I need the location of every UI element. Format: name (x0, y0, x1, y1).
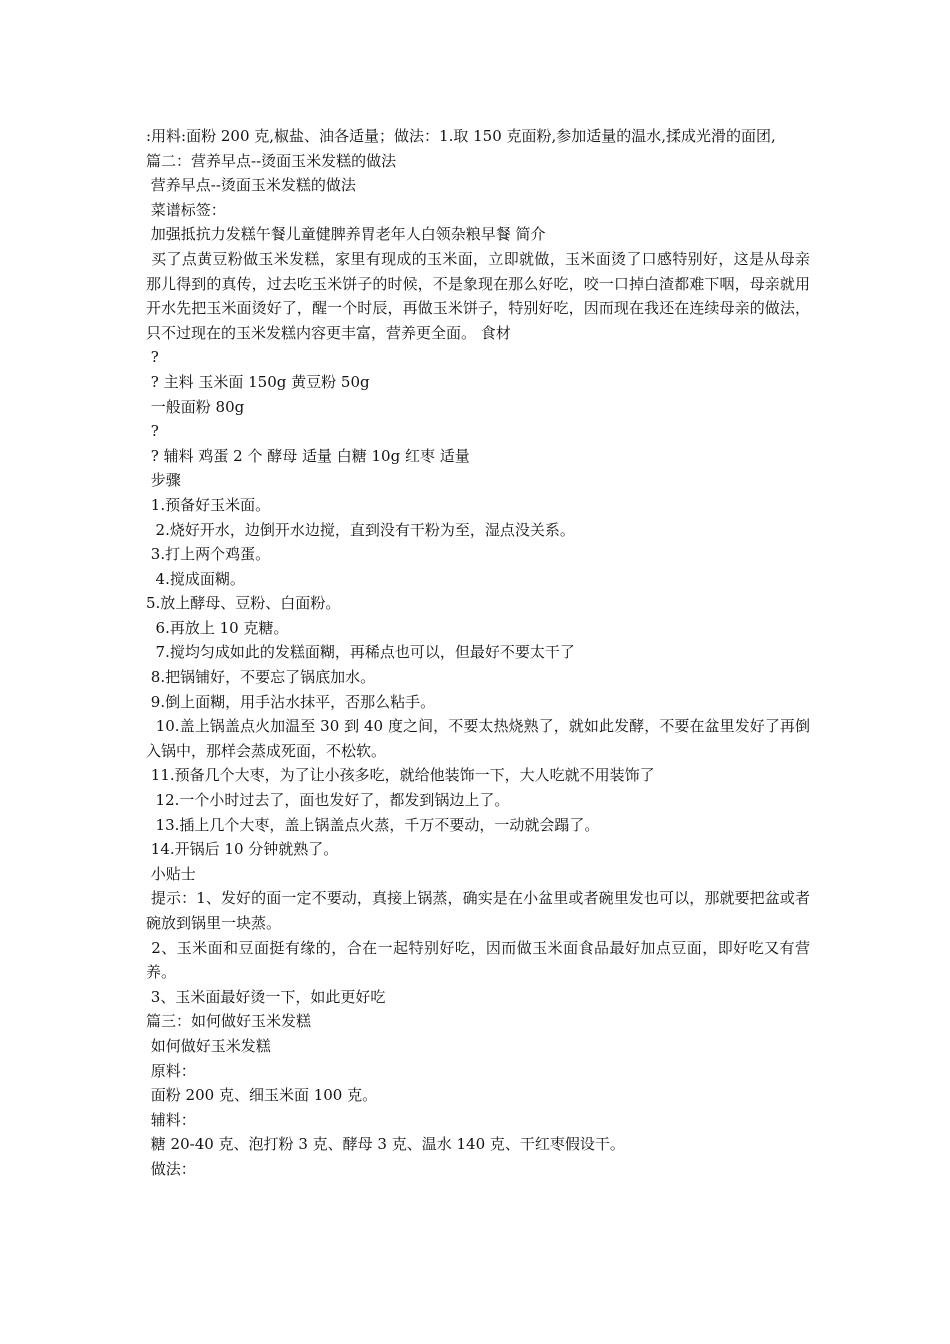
section-heading: 篇二：营养早点--烫面玉米发糕的做法 (146, 151, 397, 170)
step-item: 3.打上两个鸡蛋。 (146, 545, 271, 564)
step-item: 1.预备好玉米面。 (146, 495, 271, 514)
document-page (146, 124, 810, 1182)
step-item: 4.搅成面糊。 (146, 569, 245, 588)
text-line: 原料： (146, 1061, 196, 1080)
text-line: ? (146, 348, 159, 367)
step-item: 12.一个小时过去了，面也发好了，都发到锅边上了。 (146, 791, 510, 810)
tip-item: 2、玉米面和豆面挺有缘的，合在一起特别好吃，因而做玉米面食品最好加点豆面，即好吃又有营养。 (146, 938, 810, 982)
section-heading: 篇三：如何做好玉米发糕 (146, 1012, 312, 1031)
text-line: 小贴士 (146, 864, 196, 883)
step-item: 2.烧好开水，边倒开水边搅，直到没有干粉为至，湿点没关系。 (146, 520, 575, 539)
recipe-title: 营养早点--烫面玉米发糕的做法 (146, 176, 356, 195)
step-item: 10.盖上锅盖点火加温至 30 到 40 度之间，不要太热烧熟了，就如此发酵，不要在盆里发好了再倒入锅中，那样会蒸成死面，不松软。 (146, 717, 810, 760)
text-line: ? 辅料 鸡蛋 2 个 酵母 适量 白糖 10g 红枣 适量 (146, 446, 470, 465)
text-line: :用料:面粉 200 克,椒盐、油各适量；做法：1.取 150 克面粉,参加适量的温水,揉成光滑的面团, (146, 127, 776, 145)
recipe-title: 如何做好玉米发糕 (146, 1036, 271, 1055)
step-item: 14.开锅后 10 分钟就熟了。 (146, 840, 339, 859)
text-line: 步骤 (146, 471, 181, 490)
text-line: ? 主料 玉米面 150g 黄豆粉 50g (146, 372, 370, 391)
step-item: 8.把锅铺好，不要忘了锅底加水。 (146, 668, 376, 687)
text-line: ? (146, 422, 159, 441)
step-item: 7.搅均匀成如此的发糕面糊，再稀点也可以，但最好不要太干了 (146, 643, 575, 662)
step-item: 11.预备几个大枣，为了让小孩多吃，就给他装饰一下，大人吃就不用装饰了 (146, 766, 655, 785)
text-line: 面粉 200 克、细玉米面 100 克。 (146, 1086, 378, 1105)
text-line: 加强抵抗力发糕午餐儿童健脾养胃老年人白领杂粮早餐 简介 (146, 225, 546, 244)
text-line: 做法： (146, 1159, 196, 1178)
text-line: 辅料： (146, 1110, 196, 1129)
step-item: 6.再放上 10 克糖。 (146, 618, 289, 637)
tip-item: 3、玉米面最好烫一下，如此更好吃 (146, 987, 386, 1006)
step-item: 13.插上几个大枣，盖上锅盖点火蒸，千万不要动，一动就会蹋了。 (146, 815, 600, 834)
text-line: 一般面粉 80g (146, 397, 245, 416)
text-line: 菜谱标签： (146, 200, 226, 219)
tip-item: 提示：1、发好的面一定不要动，真接上锅蒸，确实是在小盆里或者碗里发也可以，那就要把盆或者碗放到锅里一块蒸。 (146, 889, 810, 932)
text-line: 糖 20-40 克、泡打粉 3 克、酵母 3 克、温水 140 克、干红枣假设干。 (146, 1135, 625, 1154)
step-item: 5.放上酵母、豆粉、白面粉。 (146, 594, 341, 613)
step-item: 9.倒上面糊，用手沾水抹平，否那么粘手。 (146, 692, 436, 711)
text-paragraph: 买了点黄豆粉做玉米发糕，家里有现成的玉米面，立即就做，玉米面烫了口感特别好，这是从母亲那儿得到的真传，过去吃玉米饼子的时候，不是象现在那么好吃，咬一口掉白渣都难下咽，母亲就用开水先把玉米面烫好了，醒一个时辰，再做玉米饼子，特别好吃，因而现在我还在连续母亲的做法，只不过现在的玉米发糕内容更丰富，营养更全面。 食材 (146, 249, 810, 342)
